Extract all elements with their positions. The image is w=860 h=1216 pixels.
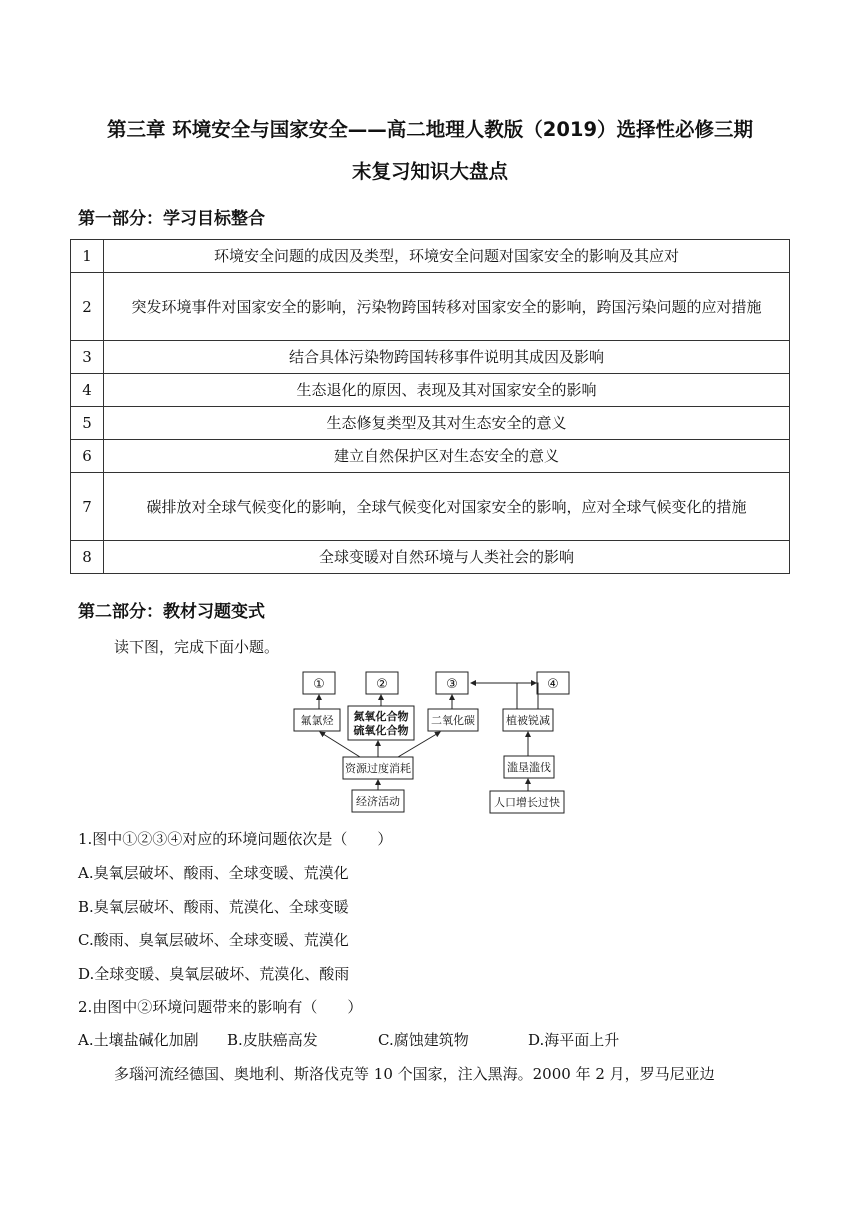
cfc-label: 氟氯烃: [300, 714, 334, 727]
row-text: 环境安全问题的成因及类型，环境安全问题对国家安全的影响及其应对: [104, 240, 790, 273]
veg-label: 植被锐减: [506, 714, 550, 727]
table-row: [71, 541, 790, 574]
row-text: 建立自然保护区对生态安全的意义: [104, 440, 790, 473]
row-text: 结合具体污染物跨国转移事件说明其成因及影响: [104, 341, 790, 374]
row-number: 1: [71, 240, 104, 273]
q1-option-c: C.酸雨、臭氧层破坏、全球变暖、荒漠化: [78, 931, 349, 949]
document-title-line-1: 第三章 环境安全与国家安全——高二地理人教版（2019）选择性必修三期: [106, 118, 754, 141]
box-2-label: ②: [376, 677, 388, 692]
q2-option-b: B.皮肤癌高发: [227, 1031, 318, 1049]
table-row: [71, 240, 790, 273]
passage-text: 多瑙河流经德国、奥地利、斯洛伐克等 10 个国家，注入黑海。2000 年 2 月，罗马尼亚边: [114, 1065, 715, 1083]
learning-goals-table: [70, 239, 790, 574]
row-text: 突发环境事件对国家安全的影响，污染物跨国转移对国家安全的影响，跨国污染问题的应对措施: [104, 273, 790, 341]
q1-stem: 1.图中①②③④对应的环境问题依次是（ ）: [78, 830, 393, 848]
q2-stem: 2.由图中②环境问题带来的影响有（ ）: [78, 998, 363, 1016]
box-3-label: ③: [446, 677, 458, 692]
table-row: [71, 273, 790, 341]
economy-label: 经济活动: [356, 795, 400, 808]
box-1-label: ①: [313, 677, 325, 692]
q2-option-c: C.腐蚀建筑物: [378, 1031, 469, 1049]
nox-label-1: 氮氧化合物: [353, 710, 409, 723]
environment-problem-diagram: [290, 668, 570, 816]
row-number: 2: [71, 273, 104, 341]
question-intro: 读下图，完成下面小题。: [114, 638, 280, 656]
q2-option-d: D.海平面上升: [528, 1031, 620, 1049]
row-number: 7: [71, 473, 104, 541]
resource-label: 资源过度消耗: [345, 762, 411, 775]
table-row: [71, 341, 790, 374]
q1-option-d: D.全球变暖、臭氧层破坏、荒漠化、酸雨: [78, 965, 350, 983]
row-number: 3: [71, 341, 104, 374]
row-number: 6: [71, 440, 104, 473]
box-4-label: ④: [547, 677, 559, 692]
logging-label: 滥垦滥伐: [507, 761, 551, 774]
row-number: 8: [71, 541, 104, 574]
part1-heading: 第一部分：学习目标整合: [78, 209, 265, 229]
q1-option-b: B.臭氧层破坏、酸雨、荒漠化、全球变暖: [78, 898, 349, 916]
table-row: [71, 374, 790, 407]
row-text: 全球变暖对自然环境与人类社会的影响: [104, 541, 790, 574]
table-row: [71, 440, 790, 473]
row-text: 生态退化的原因、表现及其对国家安全的影响: [104, 374, 790, 407]
q1-option-a: A.臭氧层破坏、酸雨、全球变暖、荒漠化: [78, 864, 349, 882]
part2-heading: 第二部分：教材习题变式: [78, 602, 265, 622]
q2-option-a: A.土壤盐碱化加剧: [78, 1031, 199, 1049]
table-row: [71, 407, 790, 440]
population-label: 人口增长过快: [494, 796, 560, 809]
table-row: [71, 473, 790, 541]
row-number: 4: [71, 374, 104, 407]
document-title-line-2: 末复习知识大盘点: [351, 160, 508, 183]
co2-label: 二氧化碳: [431, 714, 475, 727]
nox-label-2: 硫氧化合物: [353, 724, 409, 737]
row-text: 生态修复类型及其对生态安全的意义: [104, 407, 790, 440]
row-text: 碳排放对全球气候变化的影响，全球气候变化对国家安全的影响，应对全球气候变化的措施: [104, 473, 790, 541]
row-number: 5: [71, 407, 104, 440]
